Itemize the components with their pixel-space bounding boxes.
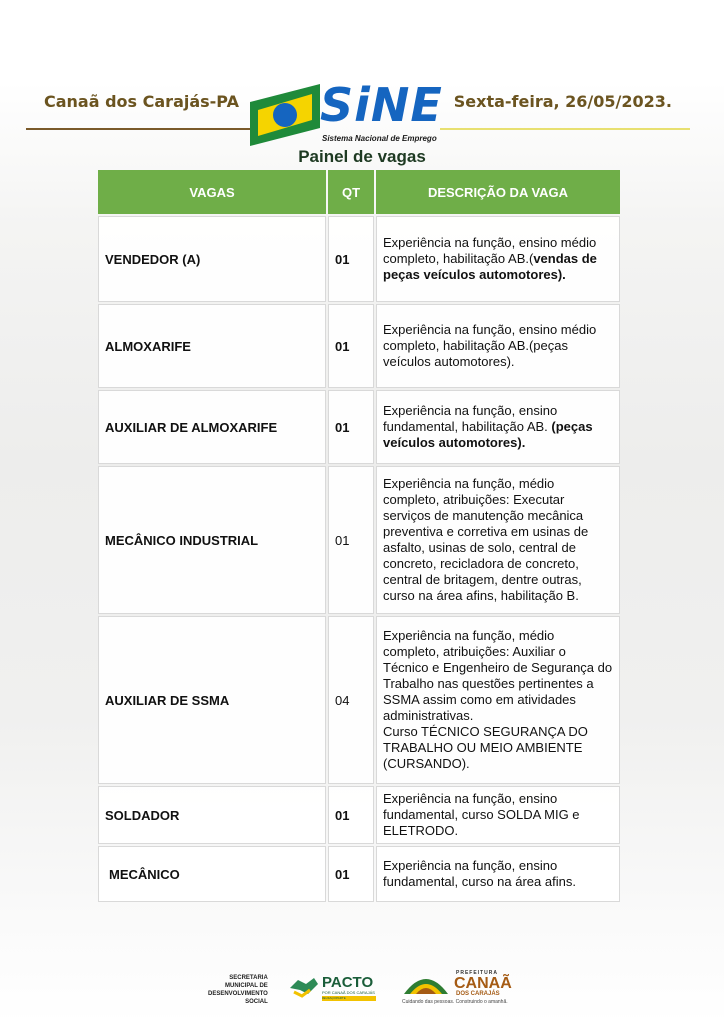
vaga-name: ALMOXARIFE bbox=[98, 304, 326, 388]
desc-bold-text: vendas de peças veículos automotores). bbox=[383, 251, 597, 282]
vaga-qt: 01 bbox=[328, 304, 374, 388]
jobs-table bbox=[96, 168, 622, 904]
prefeitura-name: CANAÃ bbox=[454, 975, 512, 992]
vaga-name: VENDEDOR (A) bbox=[98, 216, 326, 302]
header-date: Sexta-feira, 26/05/2023. bbox=[453, 92, 672, 111]
secretaria-line: DESENVOLVIMENTO bbox=[208, 991, 268, 997]
desc-course-text: Curso TÉCNICO SEGURANÇA DO TRABALHO OU MEIO AMBIENTE (CURSANDO). bbox=[383, 724, 588, 771]
vaga-desc bbox=[376, 216, 620, 302]
table-row bbox=[98, 304, 620, 388]
desc-text: Experiência na função, ensino fundamental, habilitação AB. bbox=[383, 403, 558, 434]
header-divider-left bbox=[26, 128, 256, 130]
desc-bold-text: (peças veículos automotores). bbox=[383, 419, 593, 450]
sine-logo-subtitle: Sistema Nacional de Emprego bbox=[322, 134, 437, 143]
vaga-qt: 04 bbox=[328, 616, 374, 784]
header-vagas: VAGAS bbox=[98, 170, 326, 214]
desc-text: Experiência na função, ensino médio completo, habilitação AB.( bbox=[383, 235, 597, 266]
sine-flag-icon bbox=[250, 84, 320, 146]
header-divider-right bbox=[440, 128, 690, 130]
table-row bbox=[98, 846, 620, 902]
sine-logo bbox=[250, 78, 450, 146]
handshake-icon bbox=[288, 974, 320, 1000]
table-row bbox=[98, 616, 620, 784]
canaa-emblem-icon bbox=[402, 970, 450, 998]
footer-secretaria bbox=[208, 974, 268, 1006]
vaga-qt: 01 bbox=[328, 216, 374, 302]
header-qt: QT bbox=[328, 170, 374, 214]
vaga-desc bbox=[376, 616, 620, 784]
desc-text: Experiência na função, médio completo, atribuições: Auxiliar o Técnico e Engenheiro de Segurança do Trabalho nas questões pertinentes a SSMA assim como em atividades administrativas. bbox=[383, 628, 613, 723]
vaga-desc: Experiência na função, ensino médio completo, habilitação AB.(peças veículos automotores). bbox=[376, 304, 620, 388]
pacto-name: PACTO bbox=[322, 974, 374, 991]
table-header-row bbox=[98, 170, 620, 214]
pacto-logo bbox=[288, 972, 380, 1002]
vaga-qt: 01 bbox=[328, 466, 374, 614]
vaga-desc: Experiência na função, médio completo, atribuições: Executar serviços de manutenção mecânica preventiva e corretiva em usinas de asfalto, usinas de solo, central de concreto, recicladora de concreto, central de britagem, dentre outras, curso na área afins, habilitação B. bbox=[376, 466, 620, 614]
pacto-tag: #EUFAÇOPARTE bbox=[322, 996, 376, 1001]
header-location: Canaã dos Carajás-PA bbox=[44, 92, 239, 111]
secretaria-line: SOCIAL bbox=[245, 999, 268, 1005]
pacto-sub: POR CANAÃ DOS CARAJÁS bbox=[322, 990, 375, 995]
prefeitura-logo bbox=[402, 970, 522, 1006]
table-row bbox=[98, 390, 620, 464]
table-row bbox=[98, 786, 620, 844]
secretaria-line: MUNICIPAL DE bbox=[225, 983, 268, 989]
vaga-qt: 01 bbox=[328, 846, 374, 902]
sine-logo-text: SiNE bbox=[320, 78, 443, 132]
vaga-name: MECÂNICO INDUSTRIAL bbox=[98, 466, 326, 614]
prefeitura-label: PREFEITURA bbox=[456, 970, 498, 976]
table-row bbox=[98, 216, 620, 302]
vaga-desc: Experiência na função, ensino fundamental, curso SOLDA MIG e ELETRODO. bbox=[376, 786, 620, 844]
vaga-qt: 01 bbox=[328, 786, 374, 844]
vaga-name: MECÂNICO bbox=[98, 846, 326, 902]
prefeitura-sub: DOS CARAJÁS bbox=[456, 991, 500, 997]
secretaria-line: SECRETARIA bbox=[229, 975, 268, 981]
vaga-name: SOLDADOR bbox=[98, 786, 326, 844]
table-row bbox=[98, 466, 620, 614]
vaga-desc: Experiência na função, ensino fundamental, curso na área afins. bbox=[376, 846, 620, 902]
prefeitura-tagline: Cuidando das pessoas. Construindo o amanhã. bbox=[402, 999, 508, 1005]
vaga-qt: 01 bbox=[328, 390, 374, 464]
vaga-desc bbox=[376, 390, 620, 464]
vaga-name: AUXILIAR DE ALMOXARIFE bbox=[98, 390, 326, 464]
header-descricao: DESCRIÇÃO DA VAGA bbox=[376, 170, 620, 214]
vaga-name: AUXILIAR DE SSMA bbox=[98, 616, 326, 784]
panel-title: Painel de vagas bbox=[298, 147, 426, 166]
